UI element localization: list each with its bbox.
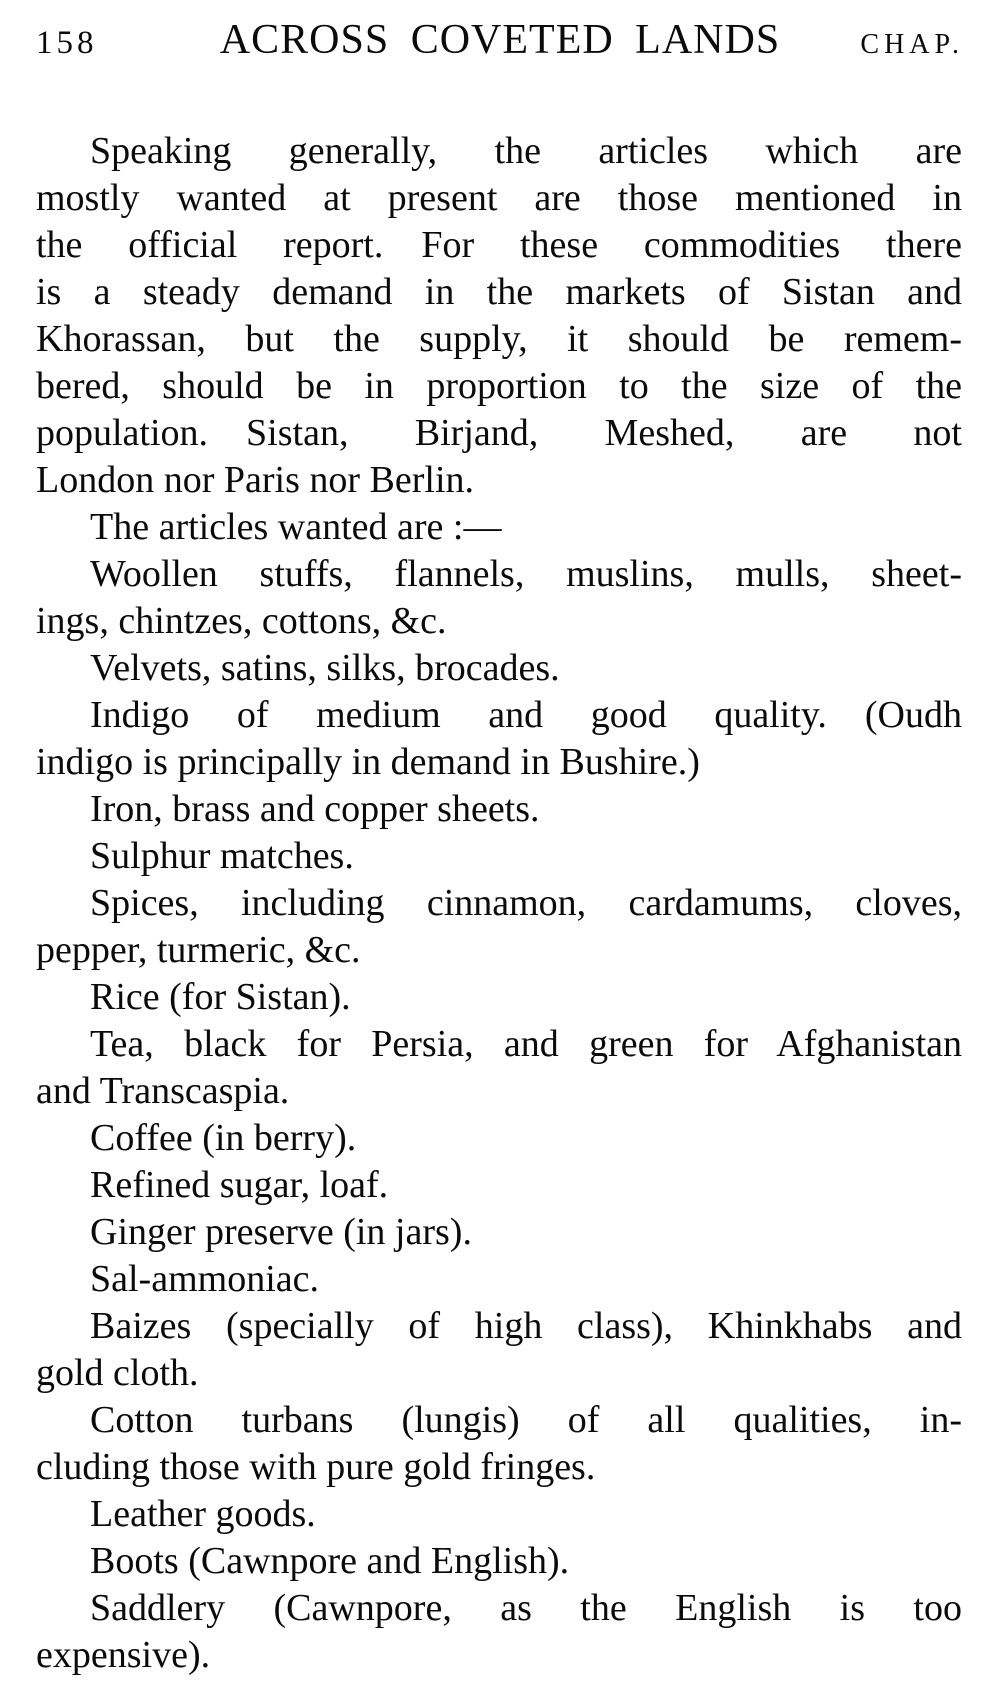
running-header — [36, 16, 964, 64]
text-line: London nor Paris nor Berlin. — [36, 459, 475, 501]
paragraph — [36, 974, 962, 1021]
paragraph — [36, 551, 962, 645]
text-line: Indigo of medium and good quality. (Oudh — [90, 694, 962, 736]
text-line: gold cloth. — [36, 1352, 199, 1394]
text-line: Saddlery (Cawnpore, as the English is too — [90, 1587, 962, 1629]
paragraph — [36, 1256, 962, 1303]
text-line: the official report. For these commodities there — [36, 224, 962, 266]
paragraph — [36, 1303, 962, 1397]
text-line: Boots (Cawnpore and English). — [90, 1540, 570, 1582]
text-line: mostly wanted at present are those mentioned in — [36, 177, 962, 219]
text-line: Woollen stuffs, flannels, muslins, mulls, sheet- — [90, 553, 962, 595]
paragraph — [36, 1021, 962, 1115]
paragraph — [36, 128, 962, 504]
text-line: cluding those with pure gold fringes. — [36, 1446, 596, 1488]
text-line: Coffee (in berry). — [90, 1117, 357, 1159]
paragraph — [36, 1115, 962, 1162]
text-line: Iron, brass and copper sheets. — [90, 788, 540, 830]
paragraph — [36, 504, 962, 551]
running-title: ACROSS COVETED LANDS — [219, 17, 781, 63]
paragraph — [36, 645, 962, 692]
text-line: pepper, turmeric, &c. — [36, 929, 361, 971]
text-line: Sulphur matches. — [90, 835, 354, 877]
text-line: expensive). — [36, 1634, 211, 1676]
text-line: Tea, black for Persia, and green for Afghanistan — [90, 1023, 962, 1065]
text-line: Sal-ammoniac. — [90, 1258, 319, 1300]
text-line: Spices, including cinnamon, cardamums, cloves, — [90, 882, 962, 924]
text-line: Rice (for Sistan). — [90, 976, 351, 1018]
text-line: Baizes (specially of high class), Khinkhabs and — [90, 1305, 962, 1347]
paragraph — [36, 1397, 962, 1491]
text-line: Velvets, satins, silks, brocades. — [90, 647, 560, 689]
text-line: is a steady demand in the markets of Sistan and — [36, 271, 962, 313]
text-block — [36, 128, 962, 1679]
text-line: The articles wanted are :— — [90, 506, 502, 548]
paragraph — [36, 1162, 962, 1209]
page-number: 158 — [36, 25, 98, 61]
paragraph — [36, 1538, 962, 1585]
text-line: Refined sugar, loaf. — [90, 1164, 389, 1206]
text-line: bered, should be in proportion to the size of the — [36, 365, 962, 407]
paragraph — [36, 1491, 962, 1538]
text-line: population. Sistan, Birjand, Meshed, are not — [36, 412, 962, 454]
text-line: indigo is principally in demand in Bushire.) — [36, 741, 700, 783]
text-line: Leather goods. — [90, 1493, 316, 1535]
paragraph — [36, 786, 962, 833]
text-line: Ginger preserve (in jars). — [90, 1211, 472, 1253]
paragraph — [36, 833, 962, 880]
text-line: ings, chintzes, cottons, &c. — [36, 600, 447, 642]
text-line: Khorassan, but the supply, it should be remem- — [36, 318, 962, 360]
paragraph — [36, 692, 962, 786]
text-line: and Transcaspia. — [36, 1070, 290, 1112]
paragraph — [36, 1209, 962, 1256]
text-line: Cotton turbans (lungis) of all qualities, in- — [90, 1399, 962, 1441]
paragraph — [36, 880, 962, 974]
chapter-label: CHAP. — [860, 29, 964, 60]
text-line: Speaking generally, the articles which are — [90, 130, 962, 172]
paragraph — [36, 1585, 962, 1679]
